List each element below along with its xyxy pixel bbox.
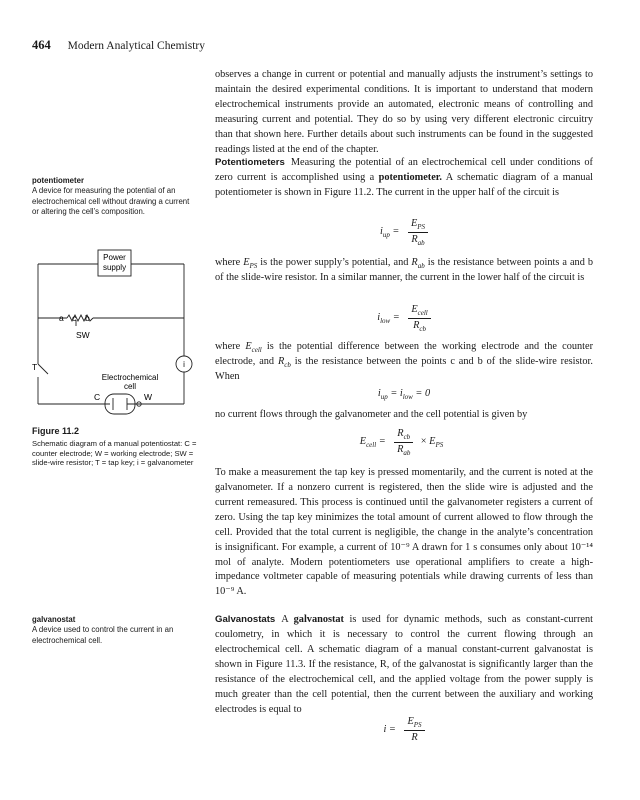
eq4-rhs: × $E_{PS}$ — [420, 436, 444, 450]
eq1-lhs: $i_{up}$ = — [379, 226, 400, 240]
intro-paragraph: observes a change in current or potential and manually adjusts the instrument’s settings to maintain the desired experimental conditions. It is important to understand that modern electrochemical instruments provide an automated, electronic means of controlling and measuring current and potential. They do so by using very different electronic circuitry than that shown here. Further details about such instruments can be found in the suggested readings listed at the end of the chapter. — [215, 69, 593, 155]
label-cell-2: cell — [123, 382, 137, 391]
eq5-numerator: $E_{PS}$ — [404, 716, 424, 731]
label-b: b — [85, 313, 90, 323]
pot-p3-text: where $E_{cell}$ is the potential difference between the working electrode and the counter electrode, and $R_{cb}$ is the resistance between the points c and b of the slide-wire resistor. When — [215, 341, 593, 383]
glossary-definition: A device used to control the current in an electrochemical cell. — [32, 625, 174, 645]
page-number: 464 — [32, 38, 51, 52]
glossary-term: potentiometer — [32, 176, 84, 185]
figure-label: Figure 11.2 — [32, 426, 80, 436]
potentiometers-heading: Potentiometers — [215, 157, 285, 168]
potentiometer-term: potentiometer. — [378, 171, 442, 183]
equation-balance — [215, 388, 593, 401]
pot-p5-text: To make a measurement the tap key is pressed momentarily, and the current is noted at the galvanometer. If a nonzero current is registered, then the slide wire is adjusted and the current remeasured. This process is continued until the galvanometer registers a current of zero. Using the tap key minimizes the total amount of current allowed to flow through the cell. Provided that the total current is negligible, the change in the analyte’s concentration is insignificant. For example, a current of 10⁻⁹ A drawn for 1 s consumes only about 10⁻¹⁴ mol of analyte. Modern potentiometers use operational amplifiers to create a high-impedance voltmeter capable of measuring potentials while drawing currents of less than 10⁻⁹ A. — [215, 467, 593, 598]
figure-caption — [32, 426, 202, 468]
power-supply-label-1: Power — [103, 253, 126, 262]
galvanostats-heading: Galvanostats — [215, 614, 276, 625]
label-W: W — [144, 392, 153, 402]
eq2-lhs: $i_{low}$ = — [377, 312, 400, 326]
pot-p2-text: where $E_{PS}$ is the power supply’s potential, and $R_{ab}$ is the resistance between points a and b of the slide-wire resistor. In a similar manner, the current in the lower half of the circuit is — [215, 257, 594, 284]
figure-potentiometer-schematic — [32, 246, 197, 418]
eq1-denominator: $R_{ab}$ — [411, 234, 425, 248]
glossary-definition: A device for measuring the potential of an electrochemical cell without drawing a current or altering the cell’s composition. — [32, 186, 190, 216]
eq4-numerator: $R_{cb}$ — [394, 428, 413, 443]
running-header — [32, 38, 205, 53]
potentiometers-paragraph-1: Potentiometers Measuring the potential of an electrochemical cell under conditions of zero current is accomplished using a potentiometer. A schematic diagram of a manual potentiometer is shown in Figure 11.2. The current in the upper half of the circuit is — [215, 157, 593, 198]
label-cell-1: Electrochemical — [101, 373, 159, 382]
galvanostat-term: galvanostat — [293, 614, 344, 625]
label-t: T — [32, 362, 38, 372]
eq2-denominator: $R_{cb}$ — [413, 320, 426, 334]
eq5-lhs: i = — [383, 724, 396, 736]
power-supply-label-2: supply — [102, 263, 127, 272]
label-c: c — [72, 313, 77, 323]
eq5-fraction — [404, 716, 424, 743]
galvanostats-paragraph: Galvanostats A galvanostat is used for dynamic methods, such as constant-current coulometry, in which it is necessary to control the current flowing through an electrochemical cell. A schematic diagram of a manual constant-current galvanostat is shown in Figure 11.3. If the resistance, R, of the galvanostat is significantly larger than the resistance of the electrochemical cell, and the applied voltage from the power supply is much greater than the cell potential, then the current between the auxiliary and working electrodes is equal to — [215, 614, 593, 715]
label-i: i — [183, 360, 185, 369]
eq3-text: $i_{up} = i_{low} = 0$ — [377, 388, 431, 402]
potentiometers-paragraph-4: no current flows through the galvanometer and the cell potential is given by — [215, 409, 528, 420]
equation-e-cell — [215, 428, 593, 457]
equation-i-galvanostat — [215, 716, 593, 743]
potentiometers-paragraph-2 — [215, 256, 593, 286]
eq2-numerator: $E_{cell}$ — [408, 304, 430, 319]
glossary-term: galvanostat — [32, 615, 76, 624]
equation-i-up — [215, 218, 593, 247]
eq5-denominator: R — [411, 732, 418, 744]
potentiometers-paragraph-3 — [215, 340, 593, 385]
eq4-denominator: $R_{ab}$ — [397, 444, 411, 458]
label-a: a — [59, 313, 64, 323]
eq2-fraction — [408, 304, 430, 333]
eq1-fraction — [408, 218, 428, 247]
schematic-diagram — [32, 246, 197, 418]
glossary-potentiometer — [32, 176, 192, 217]
potentiometers-paragraph-5 — [215, 466, 593, 600]
glossary-galvanostat — [32, 615, 192, 646]
equation-i-low — [215, 304, 593, 333]
book-title: Modern Analytical Chemistry — [67, 40, 205, 52]
label-C: C — [94, 392, 101, 402]
eq4-fraction — [394, 428, 413, 457]
figure-caption-text: Schematic diagram of a manual potentiostat: C = counter electrode; W = working electrode; SW = slide-wire resistor; T = tap key; i = galvanometer — [32, 438, 197, 468]
tap-key — [38, 364, 48, 374]
label-sw: SW — [76, 330, 90, 340]
eq1-numerator: $E_{PS}$ — [408, 218, 428, 233]
eq4-lhs: $E_{cell}$ = — [359, 436, 386, 450]
